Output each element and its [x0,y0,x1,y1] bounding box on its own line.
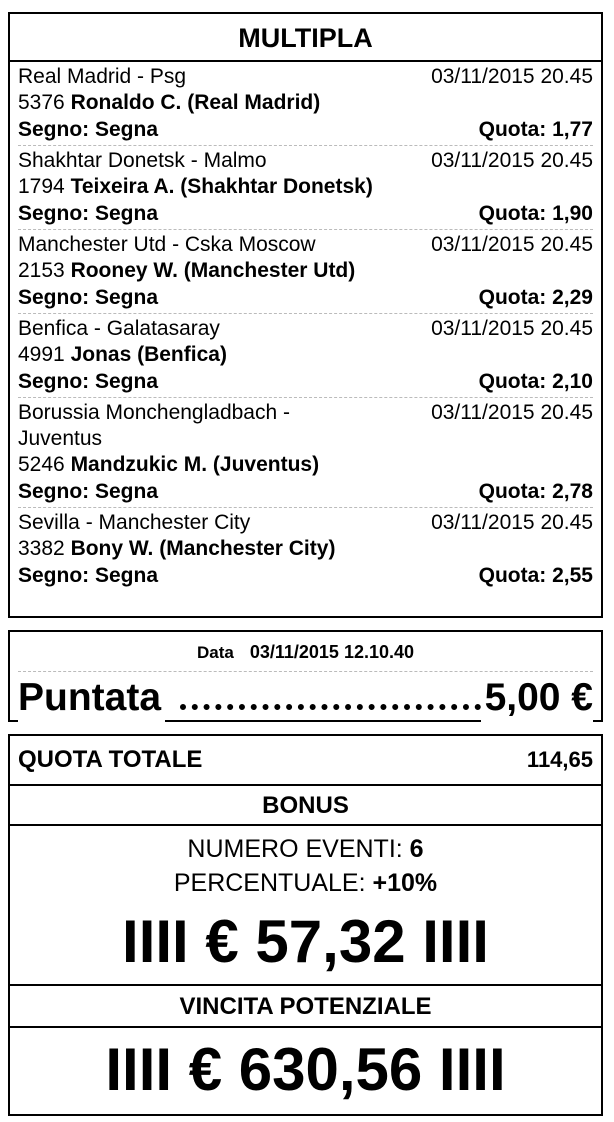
event-quota: Quota: 2,55 [478,564,593,587]
event-match: Benfica - Galatasaray [18,317,220,340]
event-match: Shakhtar Donetsk - Malmo [18,149,267,172]
event-quota: Quota: 1,77 [478,118,593,141]
event-code: 4991 [18,343,65,366]
date-value: 03/11/2015 12.10.40 [249,642,415,662]
event-segno: Segno: Segna [18,202,159,225]
event-code: 3382 [18,537,65,560]
event-player: Jonas (Benfica) [70,343,227,366]
event-match: Real Madrid - Psg [18,65,187,88]
vincita-amount: IIII € 630,56 IIII [105,1036,506,1103]
event-date: 03/11/2015 20.45 [431,149,593,172]
event-code: 5376 [18,91,65,114]
event-item [18,146,593,230]
event-player: Mandzukic M. (Juventus) [70,453,320,476]
puntata-label: Puntata [18,672,165,724]
event-match: Borussia Monchengladbach - Juventus [18,401,290,450]
event-segno: Segno: Segna [18,480,159,503]
events-list [10,62,601,591]
event-player: Rooney W. (Manchester Utd) [70,259,356,282]
bonus-amount: IIII € 57,32 IIII [122,908,489,975]
event-segno: Segno: Segna [18,286,159,309]
bonus-body [10,826,601,986]
numero-eventi-label: NUMERO EVENTI: [187,835,403,863]
date-line [18,632,593,672]
percentuale-label: PERCENTUALE: [173,869,366,897]
numero-eventi-value: 6 [409,835,424,863]
event-item [18,62,593,146]
event-player: Ronaldo C. (Real Madrid) [70,91,321,114]
event-segno: Segno: Segna [18,370,159,393]
quota-totale-label: QUOTA TOTALE [18,746,203,773]
percentuale-line [10,866,601,900]
event-date: 03/11/2015 20.45 [431,65,593,88]
quota-totale-row [10,736,601,786]
event-item [18,314,593,398]
event-segno: Segno: Segna [18,564,159,587]
multipla-title: MULTIPLA [10,14,601,62]
event-date: 03/11/2015 20.45 [431,233,593,256]
event-code: 1794 [18,175,65,198]
event-item [18,230,593,314]
event-quota: Quota: 2,10 [478,370,593,393]
event-item [18,398,593,508]
totale-box [8,734,603,1116]
event-date: 03/11/2015 20.45 [431,401,593,424]
numero-eventi-line [10,832,601,866]
event-segno: Segno: Segna [18,118,159,141]
event-player: Bony W. (Manchester City) [70,537,336,560]
event-quota: Quota: 1,90 [478,202,593,225]
event-quota: Quota: 2,29 [478,286,593,309]
event-player: Teixeira A. (Shakhtar Donetsk) [70,175,373,198]
puntata-value: 5,00 € [481,672,593,724]
quota-totale-value: 114,65 [526,747,593,772]
event-date: 03/11/2015 20.45 [431,511,593,534]
multipla-box [8,12,603,618]
percentuale-value: +10% [372,869,438,897]
dot-leader [180,704,481,710]
puntata-line [10,672,601,720]
bonus-title: BONUS [10,786,601,826]
event-item [18,508,593,591]
vincita-title: VINCITA POTENZIALE [10,986,601,1028]
stake-box [8,630,603,722]
event-quota: Quota: 2,78 [478,480,593,503]
event-match: Sevilla - Manchester City [18,511,251,534]
event-code: 2153 [18,259,65,282]
event-match: Manchester Utd - Cska Moscow [18,233,316,256]
event-code: 5246 [18,453,65,476]
event-date: 03/11/2015 20.45 [431,317,593,340]
date-label: Data [196,643,234,662]
